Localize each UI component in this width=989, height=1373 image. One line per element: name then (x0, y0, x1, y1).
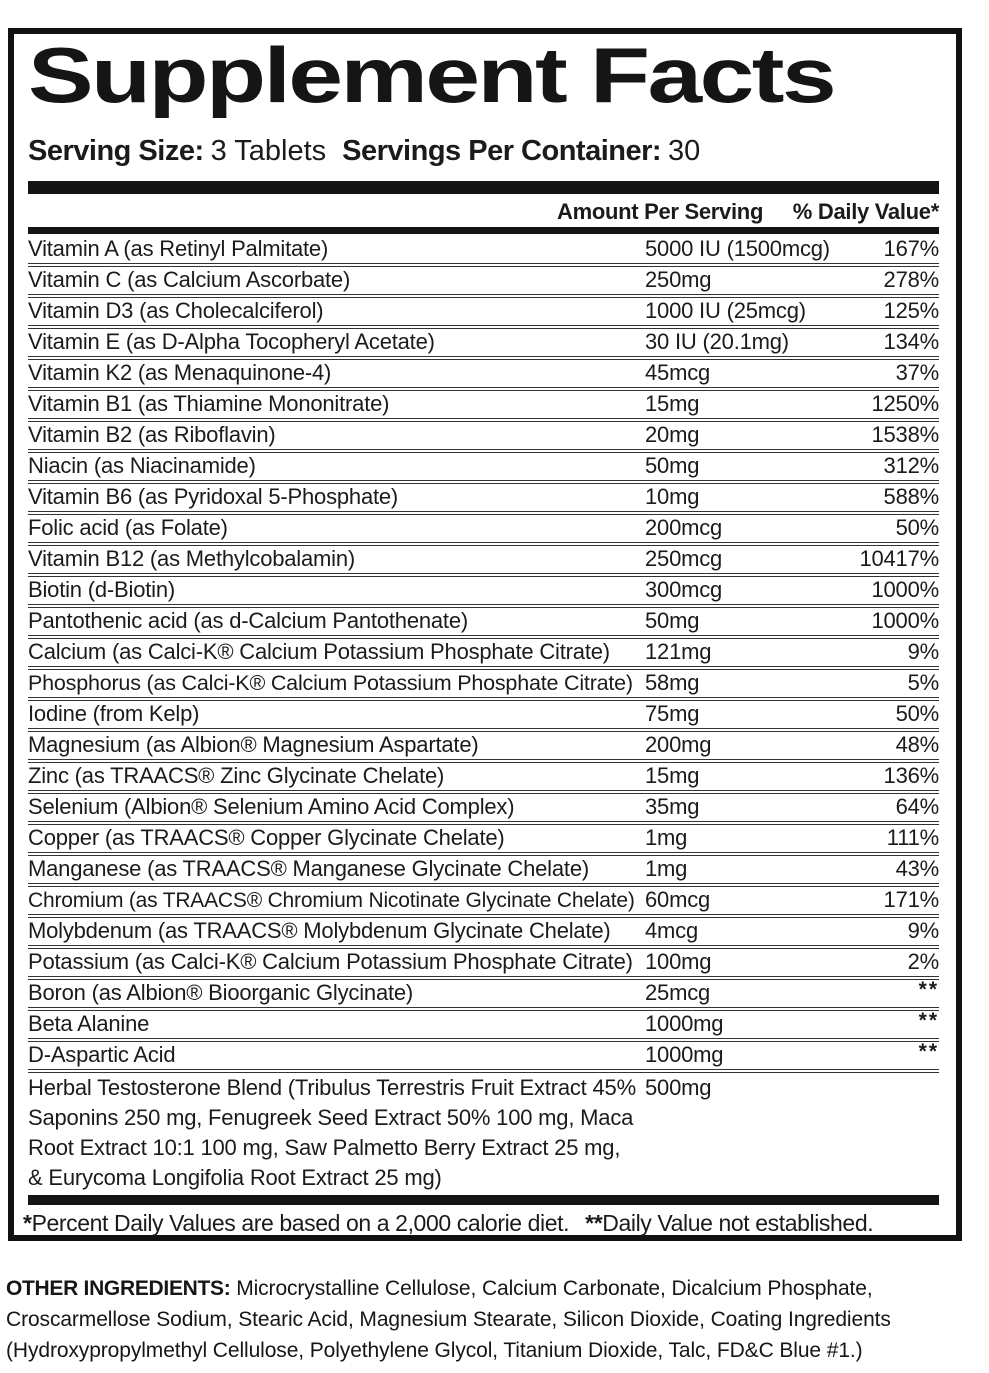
nutrient-name: Vitamin K2 (as Menaquinone-4) (28, 360, 332, 385)
nutrient-name: Biotin (d-Biotin) (28, 577, 175, 602)
nutrient-dv: 48% (895, 732, 939, 757)
nutrient-dv: ** (918, 1009, 939, 1032)
table-row (28, 329, 939, 356)
table-row (28, 546, 939, 573)
nutrient-amount: 100mg (645, 949, 712, 974)
servings-per-container-label: Servings Per Container: (342, 135, 662, 167)
table-row (28, 577, 939, 604)
nutrient-dv: 312% (883, 453, 939, 478)
nutrient-amount: 300mcg (645, 577, 723, 602)
nutrient-dv: 9% (907, 918, 939, 943)
nutrient-amount: 500mg (645, 1075, 712, 1100)
nutrient-name: Manganese (as TRAACS® Manganese Glycinate Chelate) (28, 856, 589, 881)
footnote-double-asterisk: ** (585, 1210, 603, 1236)
nutrient-amount: 4mcg (645, 918, 698, 943)
nutrient-name: Potassium (as Calci-K® Calcium Potassium Phosphate Citrate) (28, 949, 633, 974)
footnote-text-1: Percent Daily Values are based on a 2,000 calorie diet. (31, 1210, 570, 1236)
nutrient-name: Vitamin B6 (as Pyridoxal 5-Phosphate) (28, 484, 399, 509)
table-row (28, 360, 939, 387)
other-ingredients-text: Microcrystalline Cellulose, Calcium Carbonate, Dicalcium Phosphate, Croscarmellose Sodium, Stearic Acid, Magnesium Stearate, Silicon Dioxide, Coating Ingredients (Hydroxypropylmethyl Cellulose, Polyethylene Glycol, Titanium Dioxide, Talc, FD&C Blue #1.) (6, 1277, 891, 1362)
table-row (28, 391, 939, 418)
nutrient-dv: 134% (883, 329, 939, 354)
nutrient-dv: 2% (907, 949, 939, 974)
nutrient-dv: 1000% (871, 577, 939, 602)
nutrient-name: Zinc (as TRAACS® Zinc Glycinate Chelate) (28, 763, 445, 788)
nutrient-amount: 10mg (645, 484, 700, 509)
serving-size-value: 3 Tablets (210, 135, 327, 167)
nutrient-amount: 1000 IU (25mcg) (645, 298, 806, 323)
table-row (28, 918, 939, 945)
nutrient-name: Pantothenic acid (as d-Calcium Pantothenate) (28, 608, 469, 633)
nutrient-name: Vitamin B2 (as Riboflavin) (28, 422, 276, 447)
table-row (28, 639, 939, 666)
nutrient-amount: 5000 IU (1500mcg) (645, 236, 830, 261)
nutrient-dv: 111% (886, 825, 939, 850)
table-row (28, 670, 939, 697)
nutrient-name: Selenium (Albion® Selenium Amino Acid Complex) (28, 794, 515, 819)
table-row (28, 267, 939, 294)
table-row (28, 732, 939, 759)
serving-size-label: Serving Size: (28, 135, 204, 167)
nutrient-dv: ** (918, 1040, 939, 1063)
nutrient-name: Iodine (from Kelp) (28, 701, 200, 726)
nutrient-dv: 50% (895, 701, 939, 726)
footnote-asterisk: * (23, 1210, 32, 1236)
nutrient-amount: 20mg (645, 422, 700, 447)
nutrient-name: Vitamin B1 (as Thiamine Mononitrate) (28, 391, 390, 416)
nutrient-amount: 121mg (645, 639, 712, 664)
nutrient-amount: 1mg (645, 825, 688, 850)
nutrient-amount: 50mg (645, 608, 700, 633)
servings-per-container-value: 30 (668, 135, 701, 167)
nutrient-dv: 1000% (871, 608, 939, 633)
table-row (28, 515, 939, 542)
table-row (28, 236, 939, 263)
nutrient-name: Vitamin A (as Retinyl Palmitate) (28, 236, 329, 261)
table-row (28, 1042, 939, 1069)
nutrient-name: Copper (as TRAACS® Copper Glycinate Chelate) (28, 825, 505, 850)
table-row (28, 825, 939, 852)
nutrient-amount: 1000mg (645, 1011, 724, 1036)
table-row (28, 608, 939, 635)
column-header-daily-value: % Daily Value* (792, 199, 939, 224)
nutrient-dv: 1250% (871, 391, 939, 416)
nutrient-amount: 58mg (645, 670, 700, 695)
nutrient-amount: 45mcg (645, 360, 711, 385)
nutrient-amount: 250mg (645, 267, 712, 292)
serving-info (28, 134, 939, 168)
column-headers (28, 194, 939, 227)
table-row (28, 763, 939, 790)
nutrient-dv: 167% (883, 236, 939, 261)
nutrient-amount: 1000mg (645, 1042, 724, 1067)
nutrient-amount: 30 IU (20.1mg) (645, 329, 789, 354)
nutrient-amount: 60mcg (645, 887, 711, 912)
label-title: Supplement Facts (28, 31, 835, 119)
other-ingredients-label: OTHER INGREDIENTS: (6, 1277, 231, 1300)
column-header-amount: Amount Per Serving (557, 199, 764, 224)
table-row (28, 887, 939, 914)
thick-divider-top (28, 181, 939, 194)
supplement-facts-box (8, 28, 962, 1241)
table-row (28, 856, 939, 883)
table-row (28, 980, 939, 1007)
nutrient-dv: 1538% (871, 422, 939, 447)
nutrient-dv: 171% (883, 887, 939, 912)
nutrient-dv: ** (918, 978, 939, 1001)
table-row (28, 453, 939, 480)
table-row (28, 1011, 939, 1038)
nutrient-name: Vitamin D3 (as Cholecalciferol) (28, 298, 324, 323)
table-row (28, 298, 939, 325)
nutrient-name: Vitamin C (as Calcium Ascorbate) (28, 267, 351, 292)
nutrient-amount: 75mg (645, 701, 700, 726)
nutrient-dv: 136% (883, 763, 939, 788)
nutrient-amount: 250mcg (645, 546, 723, 571)
nutrient-name: Chromium (as TRAACS® Chromium Nicotinate Glycinate Chelate) (28, 889, 635, 912)
other-ingredients (6, 1273, 968, 1366)
nutrient-name: Boron (as Albion® Bioorganic Glycinate) (28, 980, 414, 1005)
table-row (28, 949, 939, 976)
nutrient-dv: 50% (895, 515, 939, 540)
nutrient-amount: 1mg (645, 856, 688, 881)
nutrient-dv: 43% (895, 856, 939, 881)
nutrient-amount: 200mg (645, 732, 712, 757)
nutrient-dv: 64% (895, 794, 939, 819)
nutrient-name: Molybdenum (as TRAACS® Molybdenum Glycinate Chelate) (28, 918, 611, 943)
dv-footnote (23, 1208, 939, 1238)
nutrient-name: Beta Alanine (28, 1011, 150, 1036)
nutrient-dv: 278% (883, 267, 939, 292)
nutrient-dv: 125% (883, 298, 939, 323)
footnote-text-2: Daily Value not established. (602, 1210, 874, 1236)
table-row (28, 422, 939, 449)
nutrient-dv: 37% (895, 360, 939, 385)
nutrient-amount: 15mg (645, 391, 700, 416)
nutrient-rows (28, 236, 939, 1193)
nutrient-name: Niacin (as Niacinamide) (28, 453, 256, 478)
nutrient-name: Vitamin B12 (as Methylcobalamin) (28, 546, 356, 571)
nutrient-dv: 588% (883, 484, 939, 509)
nutrient-name: Herbal Testosterone Blend (Tribulus Terrestris Fruit Extract 45% Saponins 250 mg, Fenugreek Seed Extract 50% 100 mg, Maca Root Extract 10:1 100 mg, Saw Palmetto Berry Extract 25 mg, & Eurycoma Longifolia Root Extract 25 mg) (28, 1075, 636, 1190)
nutrient-name: Calcium (as Calci-K® Calcium Potassium Phosphate Citrate) (28, 639, 610, 664)
thick-divider-bottom (28, 1195, 939, 1205)
nutrient-dv: 10417% (859, 546, 939, 571)
table-row (28, 484, 939, 511)
nutrient-name: Magnesium (as Albion® Magnesium Aspartate) (28, 732, 479, 757)
table-row (28, 794, 939, 821)
nutrient-name: Vitamin E (as D-Alpha Tocopheryl Acetate) (28, 329, 435, 354)
nutrient-dv: 9% (907, 639, 939, 664)
nutrient-name: Phosphorus (as Calci-K® Calcium Potassium Phosphate Citrate) (28, 671, 633, 695)
nutrient-amount: 15mg (645, 763, 700, 788)
nutrient-amount: 50mg (645, 453, 700, 478)
nutrient-amount: 35mg (645, 794, 700, 819)
nutrient-amount: 25mcg (645, 980, 711, 1005)
nutrient-amount: 200mcg (645, 515, 723, 540)
table-row (28, 701, 939, 728)
table-row (28, 1073, 939, 1193)
nutrient-dv: 5% (907, 670, 939, 695)
nutrient-name: D-Aspartic Acid (28, 1042, 176, 1067)
nutrient-name: Folic acid (as Folate) (28, 515, 228, 540)
